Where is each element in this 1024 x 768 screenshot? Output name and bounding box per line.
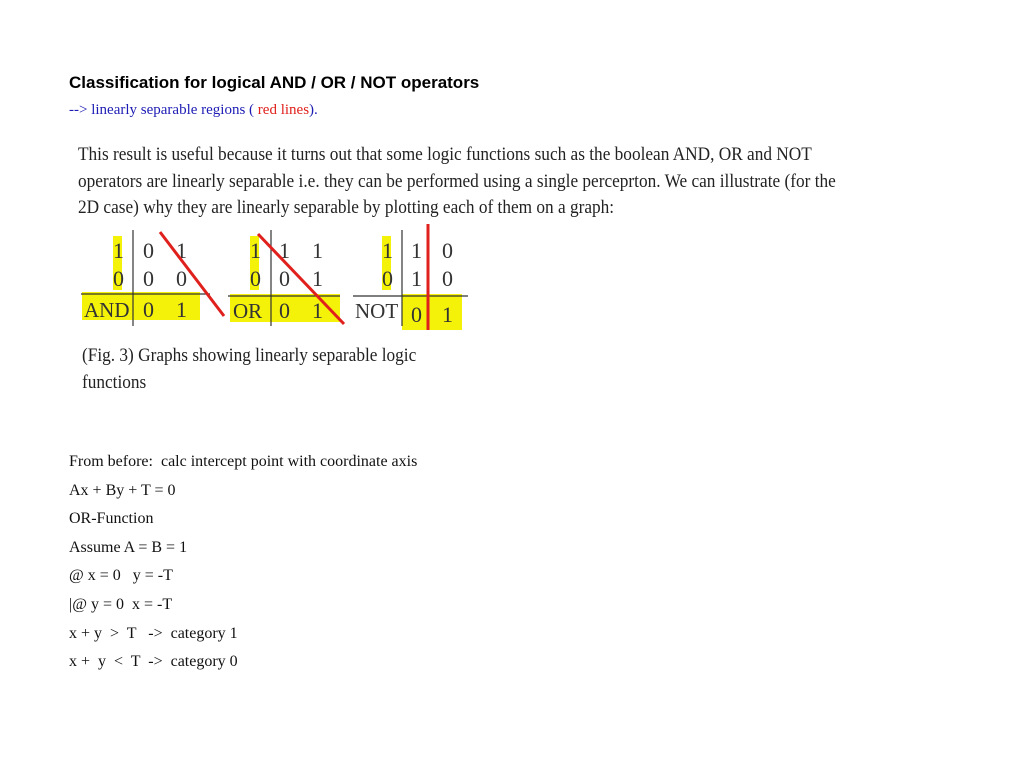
or-cell: 1	[279, 238, 290, 263]
or-axis-value: 1	[312, 298, 323, 323]
not-cell: 0	[382, 266, 393, 291]
caption-line: (Fig. 3) Graphs showing linearly separable logic	[82, 345, 417, 366]
not-axis-value: 0	[411, 302, 422, 327]
or-cell: 1	[250, 238, 261, 263]
subheading-prefix: --> linearly separable regions (	[69, 102, 258, 118]
and-cell: 0	[176, 266, 187, 291]
or-label: OR	[233, 299, 263, 323]
and-graph	[81, 230, 224, 326]
not-cell: 0	[442, 238, 453, 263]
caption-line: functions	[82, 371, 147, 393]
or-axis-value: 0	[279, 298, 290, 323]
not-graph	[353, 224, 468, 330]
not-cell: 1	[411, 266, 422, 291]
note-line: Assume A = B = 1	[69, 538, 188, 556]
paragraph-line: operators are linearly separable i.e. they can be performed using a single perceprton. We can illustrate (for the	[78, 170, 836, 192]
notes-block	[69, 451, 417, 680]
logic-graphs-svg	[78, 224, 478, 336]
paragraph-line: 2D case) why they are linearly separable by plotting each of them on a graph:	[78, 197, 615, 218]
not-label: NOT	[355, 299, 399, 323]
note-line: x + y > T -> category 1	[69, 624, 238, 642]
and-axis-value: 1	[176, 297, 187, 322]
note-line: @ x = 0 y = -T	[69, 567, 173, 585]
or-cell: 0	[279, 266, 290, 291]
note-line: OR-Function	[69, 510, 154, 528]
explanation-paragraph	[78, 142, 836, 222]
subheading-note	[69, 102, 318, 119]
not-cell: 1	[411, 238, 422, 263]
and-cell: 1	[113, 238, 124, 263]
red-lines-text: red lines	[257, 102, 310, 118]
and-cell: 0	[143, 266, 154, 291]
logic-graphs-figure	[78, 224, 478, 336]
and-cell: 1	[176, 238, 187, 263]
and-cell: 0	[113, 266, 124, 291]
or-cell: 0	[250, 266, 261, 291]
note-line: |@ y = 0 x = -T	[69, 595, 173, 613]
page-heading: Classification for logical AND / OR / NOT operators	[69, 73, 480, 92]
not-cell: 0	[442, 266, 453, 291]
or-cell: 1	[312, 238, 323, 263]
and-cell: 0	[143, 238, 154, 263]
and-axis-value: 0	[143, 297, 154, 322]
not-cell: 1	[382, 238, 393, 263]
note-line: Ax + By + T = 0	[69, 481, 176, 499]
or-cell: 1	[312, 266, 323, 291]
paragraph-line: This result is useful because it turns out that some logic functions such as the boolean AND, OR and NOT	[78, 144, 812, 165]
not-axis-value: 1	[442, 302, 453, 327]
and-label: AND	[84, 298, 130, 322]
subheading-suffix: ).	[309, 102, 318, 118]
figure-caption	[82, 343, 416, 396]
note-line: From before: calc intercept point with coordinate axis	[69, 453, 418, 470]
note-line: x + y < T -> category 0	[69, 653, 238, 671]
